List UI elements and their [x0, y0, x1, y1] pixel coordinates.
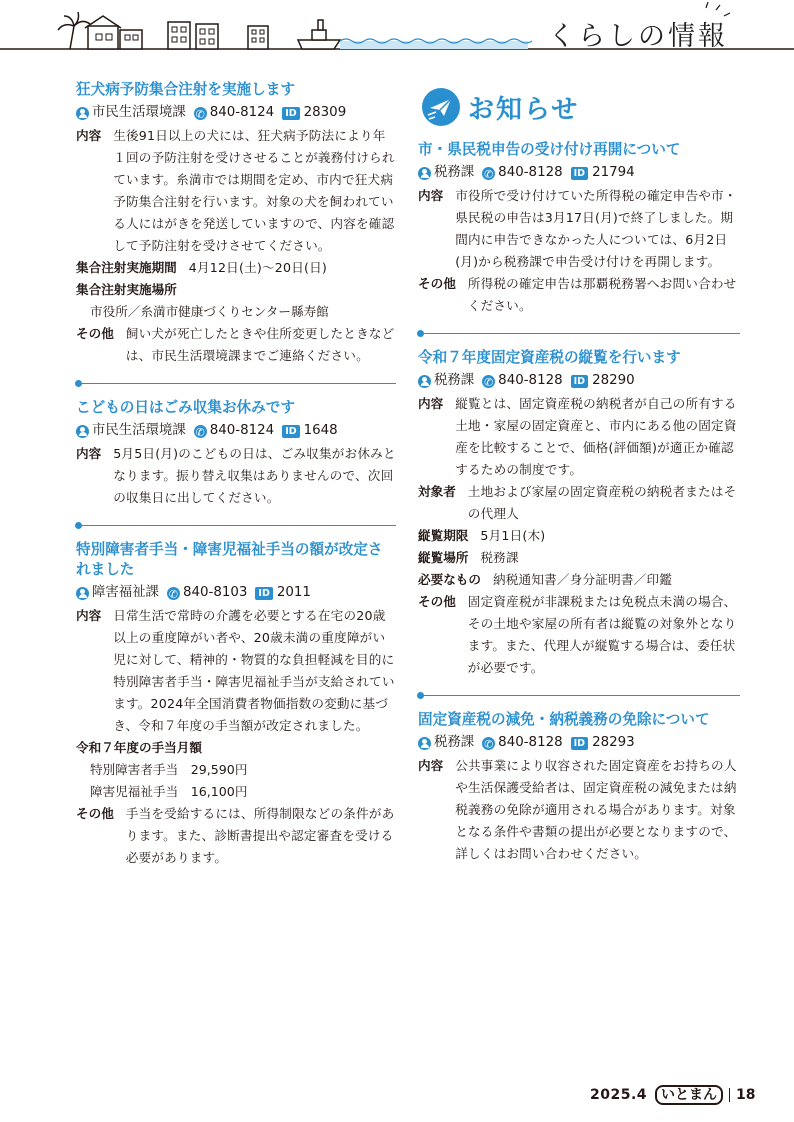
paper-plane-icon: [422, 88, 460, 126]
allowance-name: 特別障害者手当: [90, 762, 179, 777]
issue-date: 2025.4: [590, 1087, 648, 1103]
contact-info: [418, 733, 740, 753]
article-disability-allowance: [76, 540, 396, 869]
row-label: その他: [418, 594, 456, 609]
page-id: 1648: [303, 423, 338, 438]
info-row: [418, 547, 740, 569]
row-text: 4月12日(土)～20日(日): [188, 260, 328, 275]
row-label: 内容: [418, 188, 444, 203]
contact-info: [76, 103, 396, 123]
magazine-logo: いとまん: [655, 1085, 723, 1105]
contact-info: [76, 421, 396, 441]
info-row: [76, 125, 396, 257]
department: 税務課: [434, 165, 475, 180]
divider: [418, 333, 740, 334]
header-title: くらしの情報: [548, 21, 728, 52]
person-icon: [76, 107, 89, 120]
row-text: 5月5日(月)のこどもの日は、ごみ収集がお休みとなります。振り替え収集はありませんので、次回の収集日に出してください。: [113, 446, 396, 505]
info-row: [76, 605, 396, 737]
id-search-icon: ID: [282, 107, 299, 120]
row-text: 納税通知書／身分証明書／印鑑: [492, 572, 673, 587]
row-label: 内容: [418, 758, 444, 773]
article-rabies-vaccination: [76, 80, 396, 367]
row-label: 縦覧期限: [418, 528, 469, 543]
page-id: 28293: [592, 735, 635, 750]
phone-number: 840-8128: [498, 165, 563, 180]
article-title: 特別障害者手当・障害児福祉手当の額が改定されました: [76, 541, 383, 578]
info-row: [76, 323, 396, 367]
row-label: 対象者: [418, 484, 456, 499]
row-label: その他: [76, 326, 114, 341]
row-text: 生後91日以上の犬には、狂犬病予防法により年１回の予防注射を受けさせることが義務付けられています。糸満市では期間を定め、市内で狂犬病予防集合注射を行います。対象の犬を飼われている人にはがきを発送していますので、内容を確認して予防注射を受けさせてください。: [113, 128, 395, 253]
info-row: [76, 257, 396, 279]
page-header: [0, 0, 794, 60]
row-label: 令和７年度の手当月額: [76, 740, 202, 755]
row-label: その他: [76, 806, 114, 821]
notice-section-header: [422, 88, 740, 126]
allowance-item: [76, 781, 396, 803]
info-row: [418, 525, 740, 547]
phone-number: 840-8124: [209, 423, 275, 438]
id-search-icon: ID: [255, 587, 272, 600]
row-text: 固定資産税が非課税または免税点未満の場合、その土地や家屋の所有者は縦覧の対象外となります。また、代理人が縦覧する場合は、委任状が必要です。: [467, 594, 737, 675]
person-icon: [76, 587, 89, 600]
page-number: 18: [736, 1087, 756, 1103]
person-icon: [76, 425, 89, 438]
person-icon: [418, 737, 431, 750]
divider: [76, 383, 396, 384]
info-row: [418, 393, 740, 481]
phone-icon: [482, 375, 495, 388]
phone-number: 840-8103: [182, 585, 248, 600]
contact-info: [76, 583, 396, 603]
department: 障害福祉課: [92, 585, 159, 600]
phone-icon: [482, 737, 495, 750]
department: 税務課: [434, 735, 475, 750]
row-text: [189, 279, 396, 301]
row-text: 市役所で受け付けていた所得税の確定申告や市・県民税の申告は3月17日(月)で終了しました。期間内に申告できなかった人については、6月2日(月)から税務課で申告受け付けを再開します。: [455, 188, 737, 269]
article-title: 令和７年度固定資産税の縦覧を行います: [418, 349, 681, 366]
allowance-amount: 16,100円: [190, 784, 248, 799]
article-tax-filing-reopen: [418, 140, 740, 317]
page-id: 28290: [592, 373, 635, 388]
phone-number: 840-8124: [209, 105, 275, 120]
allowance-amount: 29,590円: [190, 762, 248, 777]
info-row: [418, 569, 740, 591]
row-text: 日常生活で常時の介護を必要とする在宅の20歳以上の重度障がい者や、20歳未満の重度障がい児に対して、精神的・物質的な負担軽減を目的に特別障害者手当・障害児福祉手当が支給されています。2024年全国消費者物価指数の変動に基づき、令和７年度の手当額が改定されました。: [113, 608, 395, 733]
row-text: 土地および家屋の固定資産税の納税者またはその代理人: [467, 484, 737, 521]
row-label: 縦覧場所: [418, 550, 469, 565]
info-row: [76, 279, 396, 301]
row-text: 公共事業により収容された固定資産をお持ちの人や生活保護受給者は、固定資産税の減免または納税義務の免除が適用される場合があります。対象となる条件や書類の提出が必要となりますので、詳しくはお問い合わせください。: [455, 758, 737, 861]
phone-icon: [482, 167, 495, 180]
allowance-item: [76, 759, 396, 781]
article-title: 狂犬病予防集合注射を実施します: [76, 81, 295, 98]
id-search-icon: ID: [571, 737, 588, 750]
id-search-icon: ID: [282, 425, 299, 438]
monthly-amount-label: [76, 737, 396, 759]
info-row: [418, 185, 740, 273]
info-row: [418, 591, 740, 679]
row-text: 5月1日(木): [480, 528, 546, 543]
row-label: 内容: [76, 128, 102, 143]
article-title: 固定資産税の減免・納税義務の免除について: [418, 711, 710, 728]
right-column: [418, 84, 740, 881]
page-id: 21794: [592, 165, 635, 180]
article-property-tax-inspection: [418, 348, 740, 679]
info-row: [418, 273, 740, 317]
page-footer: [590, 1085, 756, 1105]
info-row: [76, 443, 396, 509]
phone-icon: [167, 587, 180, 600]
page-id: 28309: [303, 105, 347, 120]
contact-info: [418, 371, 740, 391]
phone-icon: [194, 107, 207, 120]
section-title: お知らせ: [468, 94, 580, 125]
row-label: 内容: [76, 446, 102, 461]
department: 税務課: [434, 373, 475, 388]
person-icon: [418, 375, 431, 388]
row-label: 集合注射実施期間: [76, 260, 177, 275]
divider: [418, 695, 740, 696]
row-label: 集合注射実施場所: [76, 282, 177, 297]
venue-text: 市役所／糸満市健康づくりセンター縣寿館: [90, 304, 329, 319]
article-title: 市・県民税申告の受け付け再開について: [418, 141, 681, 158]
phone-number: 840-8128: [498, 735, 563, 750]
info-row: [418, 755, 740, 865]
row-text: 飼い犬が死亡したときや住所変更したときなどは、市民生活環境課までご連絡ください。: [125, 326, 395, 363]
contact-info: [418, 163, 740, 183]
page-id: 2011: [276, 585, 311, 600]
left-column: [76, 80, 396, 885]
allowance-name: 障害児福祉手当: [90, 784, 179, 799]
row-text: 手当を受給するには、所得制限などの条件があります。また、診断書提出や認定審査を受ける必要があります。: [125, 806, 395, 865]
row-text: 税務課: [480, 550, 519, 565]
article-property-tax-reduction: [418, 710, 740, 865]
row-label: 必要なもの: [418, 572, 481, 587]
footer-divider: [729, 1088, 730, 1102]
row-text: 所得税の確定申告は那覇税務署へお問い合わせください。: [467, 276, 737, 313]
phone-number: 840-8128: [498, 373, 563, 388]
row-label: 内容: [418, 396, 444, 411]
info-row: [418, 481, 740, 525]
row-label: その他: [418, 276, 456, 291]
id-search-icon: ID: [571, 167, 588, 180]
department: 市民生活環境課: [92, 423, 186, 438]
info-row: [76, 803, 396, 869]
phone-icon: [194, 425, 207, 438]
row-label: 内容: [76, 608, 102, 623]
row-text: 縦覧とは、固定資産税の納税者が自己の所有する土地・家屋の固定資産と、市内にある他の固定資産を比較することで、価格(評価額)が適正か確認するための制度です。: [455, 396, 737, 477]
article-garbage-holiday: [76, 398, 396, 509]
article-title: こどもの日はごみ収集お休みです: [76, 399, 295, 416]
person-icon: [418, 167, 431, 180]
divider: [76, 525, 396, 526]
department: 市民生活環境課: [92, 105, 186, 120]
id-search-icon: ID: [571, 375, 588, 388]
